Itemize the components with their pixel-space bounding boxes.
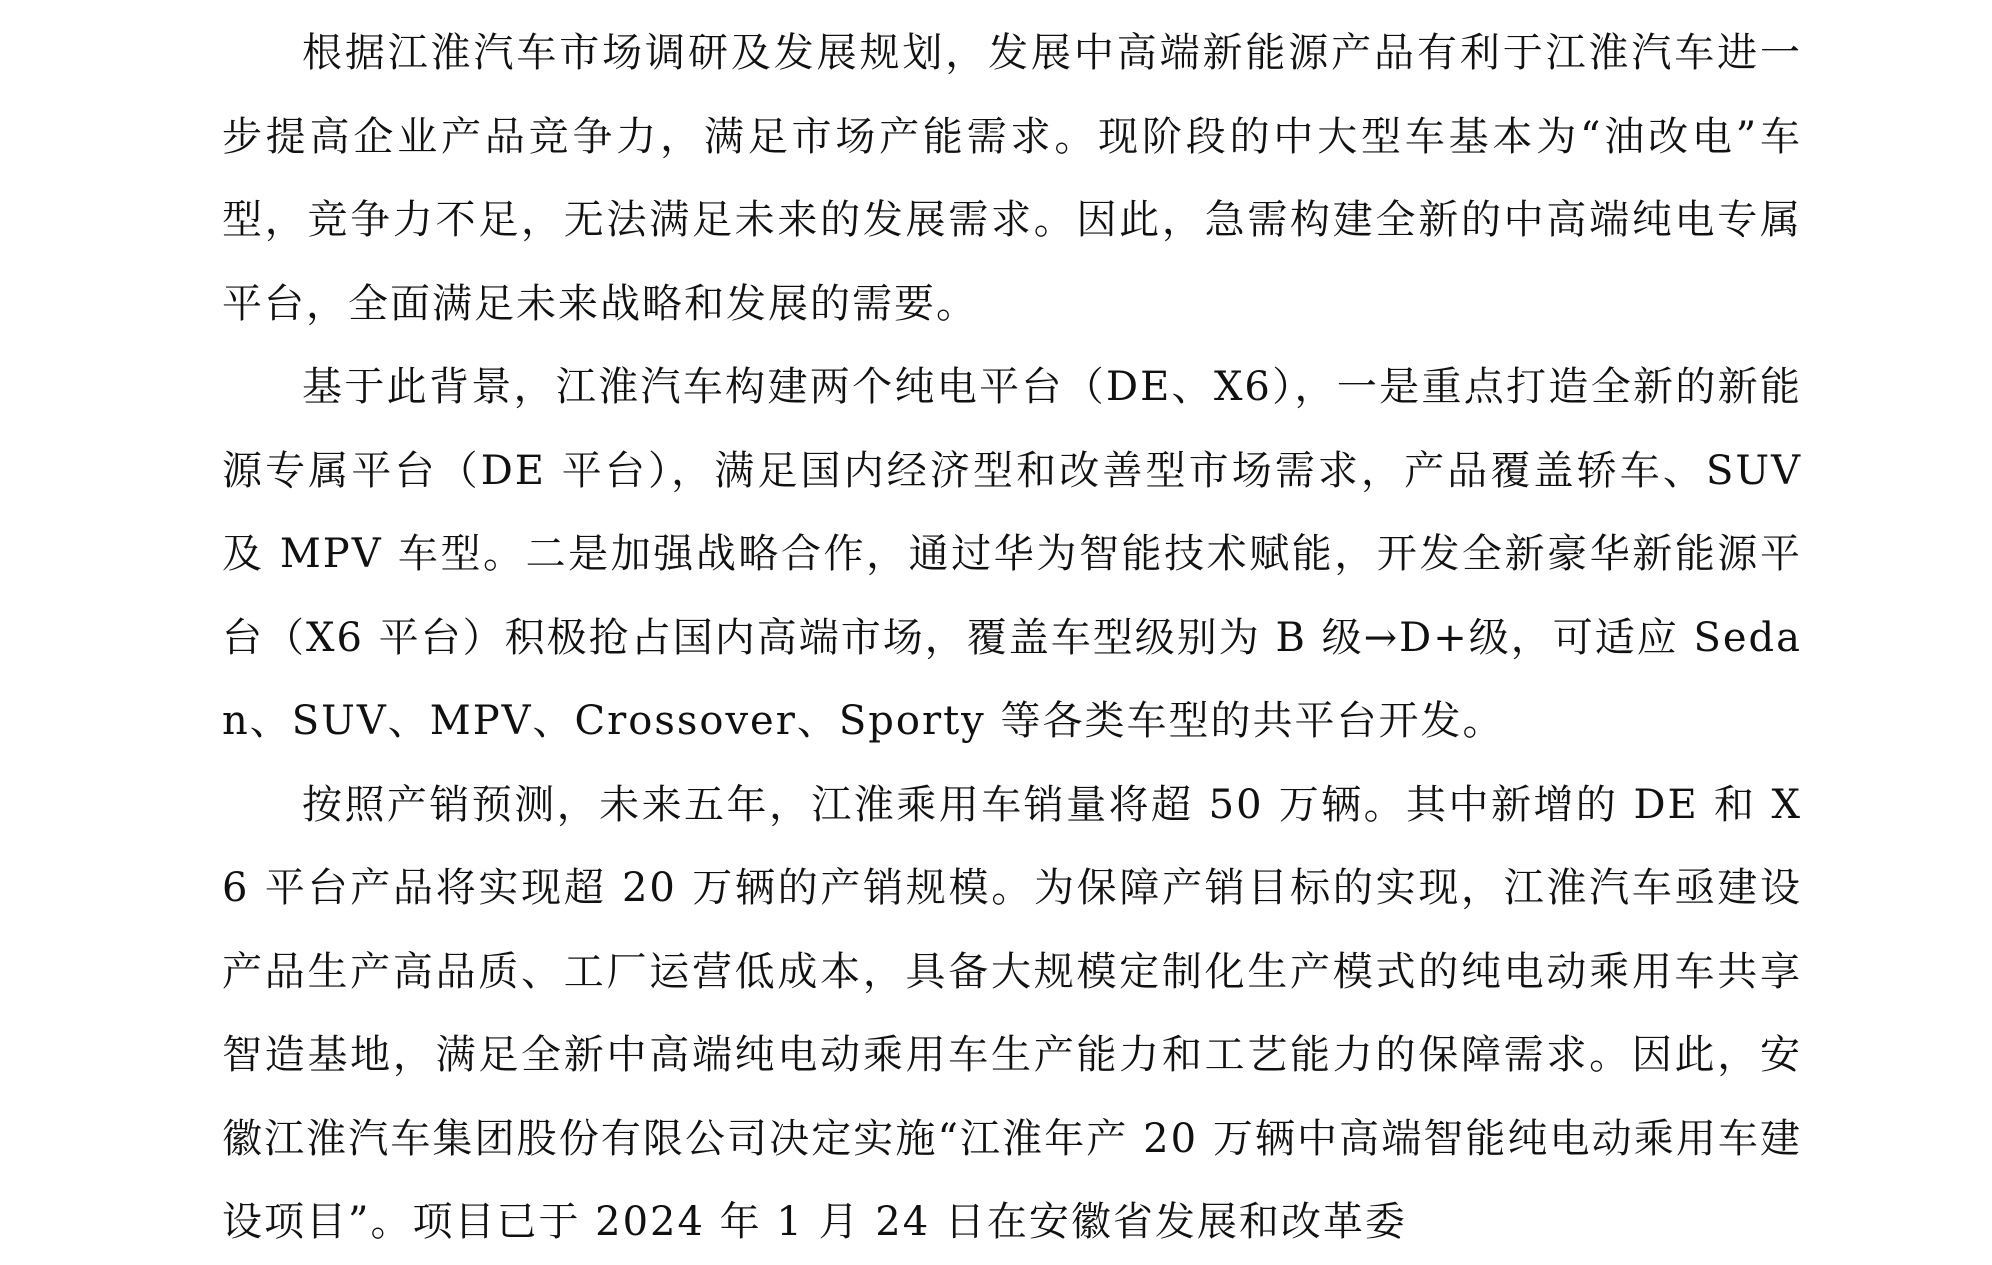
paragraph-background: 根据江淮汽车市场调研及发展规划，发展中高端新能源产品有利于江淮汽车进一步提高企业产品竞争力，满足市场产能需求。现阶段的中大型车基本为“油改电”车型，竞争力不足，无法满足未来的发展需求。因此，急需构建全新的中高端纯电专属平台，全面满足未来战略和发展的需要。 [222, 30, 1802, 327]
document-page [222, 12, 1802, 1265]
paragraph-forecast: 按照产销预测，未来五年，江淮乘用车销量将超 50 万辆。其中新增的 DE 和 X6 平台产品将实现超 20 万辆的产销规模。为保障产销目标的实现，江淮汽车亟建设产品生产高品质、工厂运营低成本，具备大规模定制化生产模式的纯电动乘用车共享智造基地，满足全新中高端纯电动乘用车生产能力和工艺能力的保障需求。因此，安徽江淮汽车集团股份有限公司决定实施“江淮年产 20 万辆中高端智能纯电动乘用车建设项目”。项目已于 2024 年 1 月 24 日在安徽省发展和改革委 [222, 781, 1802, 1245]
paragraph-platforms: 基于此背景，江淮汽车构建两个纯电平台（DE、X6），一是重点打造全新的新能源专属平台（DE 平台），满足国内经济型和改善型市场需求，产品覆盖轿车、SUV 及 MPV 车型。二是加强战略合作，通过华为智能技术赋能，开发全新豪华新能源平台（X6 平台）积极抢占国内高端市场，覆盖车型级别为 B 级→D+级，可适应 Sedan、SUV、MPV、Crossover、Sporty 等各类车型的共平台开发。 [222, 364, 1802, 744]
